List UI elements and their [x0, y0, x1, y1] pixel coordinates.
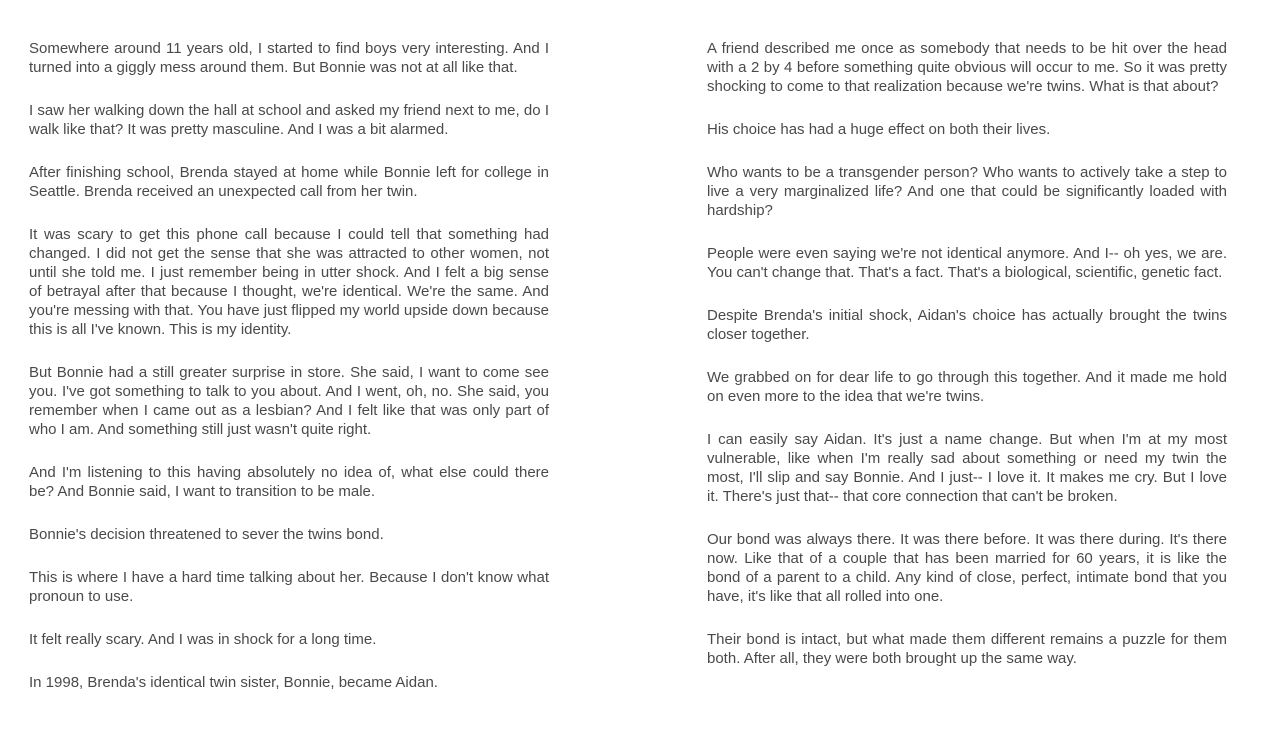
paragraph: It felt really scary. And I was in shock for a long time. — [29, 631, 377, 648]
paragraph: I saw her walking down the hall at school and asked my friend next to me, do I walk like that? It was pretty masculine. And I was a bit alarmed. — [29, 102, 549, 138]
paragraph: In 1998, Brenda's identical twin sister, Bonnie, became Aidan. — [29, 674, 438, 691]
paragraph: This is where I have a hard time talking about her. Because I don't know what pronoun to use. — [29, 569, 549, 605]
left-text-column — [29, 39, 549, 692]
paragraph: And I'm listening to this having absolutely no idea of, what else could there be? And Bonnie said, I want to transition to be male. — [29, 464, 549, 500]
paragraph: Despite Brenda's initial shock, Aidan's choice has actually brought the twins closer together. — [707, 307, 1227, 343]
paragraph: But Bonnie had a still greater surprise in store. She said, I want to come see you. I've got something to talk to you about. And I went, oh, no. She said, you remember when I came out as a lesbian? And I felt like that was only part of who I am. And something still just wasn't quite right. — [29, 364, 549, 438]
paragraph: People were even saying we're not identical anymore. And I-- oh yes, we are. You can't change that. That's a fact. That's a biological, scientific, genetic fact. — [707, 245, 1227, 281]
paragraph: Our bond was always there. It was there before. It was there during. It's there now. Like that of a couple that has been married for 60 years, it is like the bond of a parent to a child. Any kind of close, perfect, intimate bond that you have, it's like that all rolled into one. — [707, 531, 1227, 605]
paragraph: It was scary to get this phone call because I could tell that something had changed. I did not get the sense that she was attracted to other women, not until she told me. I just remember being in utter shock. And I felt a big sense of betrayal after that because I thought, we're identical. We're the same. And you're messing with that. You have just flipped my world upside down because this is all I've known. This is my identity. — [29, 226, 549, 338]
paragraph: Bonnie's decision threatened to sever the twins bond. — [29, 526, 384, 543]
paragraph: Who wants to be a transgender person? Who wants to actively take a step to live a very marginalized life? And one that could be significantly loaded with hardship? — [707, 164, 1227, 219]
paragraph: Their bond is intact, but what made them different remains a puzzle for them both. After all, they were both brought up the same way. — [707, 631, 1227, 667]
paragraph: We grabbed on for dear life to go through this together. And it made me hold on even more to the idea that we're twins. — [707, 369, 1227, 405]
right-text-column — [707, 39, 1227, 668]
paragraph: After finishing school, Brenda stayed at home while Bonnie left for college in Seattle. Brenda received an unexpected call from her twin. — [29, 164, 549, 200]
paragraph: A friend described me once as somebody that needs to be hit over the head with a 2 by 4 before something quite obvious will occur to me. So it was pretty shocking to come to that realization because we're twins. What is that about? — [707, 40, 1227, 95]
paragraph: Somewhere around 11 years old, I started to find boys very interesting. And I turned into a giggly mess around them. But Bonnie was not at all like that. — [29, 40, 549, 76]
paragraph: His choice has had a huge effect on both their lives. — [707, 121, 1051, 138]
paragraph: I can easily say Aidan. It's just a name change. But when I'm at my most vulnerable, like when I'm really sad about something or need my twin the most, I'll slip and say Bonnie. And I just-- I love it. It makes me cry. But I love it. There's just that-- that core connection that can't be broken. — [707, 431, 1227, 505]
